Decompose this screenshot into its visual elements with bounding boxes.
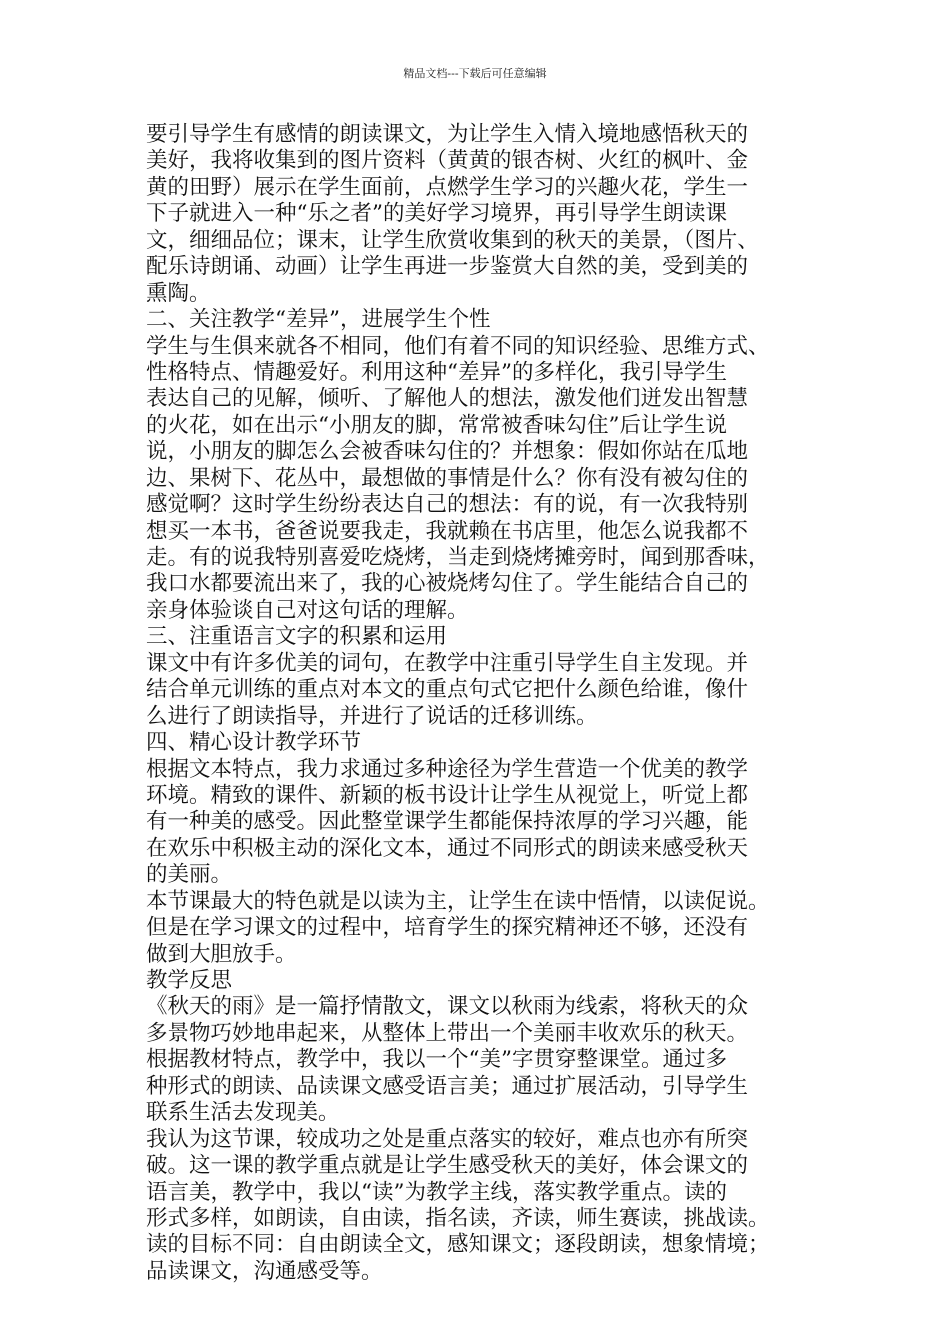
text-line: 文，细细品位；课末，让学生欣赏收集到的秋天的美景，（图片、 [146,227,759,253]
text-line: 在欢乐中积极主动的深化文本，通过不同形式的朗读来感受秋天 [146,835,749,861]
text-line: 课文中有许多优美的词句，在教学中注重引导学生自主发现。并 [146,650,749,676]
text-line: 配乐诗朗诵、动画）让学生再进一步鉴赏大自然的美，受到美的 [146,254,749,280]
text-line: 学生与生俱来就各不相同，他们有着不同的知识经验、思维方式、 [146,333,770,359]
text-line: 黄的田野）展示在学生面前，点燃学生学习的兴趣火花，学生一 [146,174,749,200]
text-line: 环境。精致的课件、新颖的板书设计让学生从视觉上，听觉上都 [146,782,749,808]
text-line: 么进行了朗读指导，并进行了说话的迁移训练。 [146,703,598,729]
text-line: 二、关注教学“差异”，进展学生个性 [146,307,491,333]
text-line: 但是在学习课文的过程中，培育学生的探究精神还不够，还没有 [146,915,749,941]
text-line: 我认为这节课，较成功之处是重点落实的较好，难点也亦有所突 [146,1126,749,1152]
page-header: 精品文档---下载后可任意编辑 [403,67,547,80]
text-line: 我口水都要流出来了，我的心被烧烤勾住了。学生能结合自己的 [146,571,749,597]
text-line: 说，小朋友的脚怎么会被香味勾住的？并想象：假如你站在瓜地 [146,439,749,465]
text-line: 想买一本书，爸爸说要我走，我就赖在书店里，他怎么说我都不 [146,518,749,544]
document-body [146,122,812,1285]
text-line: 教学反思 [146,968,233,993]
text-line: 多景物巧妙地串起来，从整体上带出一个美丽丰收欢乐的秋天。 [146,1020,749,1046]
text-line: 感觉啊？这时学生纷纷表达自己的想法：有的说，有一次我特别 [146,492,749,518]
text-line: 的火花，如在出示“小朋友的脚，常常被香味勾住”后让学生说 [146,412,727,438]
text-line: 根据文本特点，我力求通过多种途径为学生营造一个优美的教学 [146,756,749,782]
text-line: 熏陶。 [146,280,211,306]
text-line: 语言美，教学中，我以“读”为教学主线，落实教学重点。读的 [146,1179,727,1205]
text-line: 破。这一课的教学重点就是让学生感受秋天的美好，体会课文的 [146,1153,749,1179]
text-line: 有一种美的感受。因此整堂课学生都能保持浓厚的学习兴趣，能 [146,809,749,835]
text-line: 的美丽。 [146,862,233,888]
text-line: 种形式的朗读、品读课文感受语言美；通过扩展活动，引导学生 [146,1073,749,1099]
text-line: 结合单元训练的重点对本文的重点句式它把什么颜色给谁，像什 [146,677,749,703]
text-line: 三、注重语言文字的积累和运用 [146,624,448,650]
text-line: 亲身体验谈自己对这句话的理解。 [146,597,469,623]
text-line: 下子就进入一种“乐之者”的美好学习境界，再引导学生朗读课 [146,201,727,227]
text-line: 《秋天的雨》是一篇抒情散文，课文以秋雨为线索，将秋天的众 [146,994,749,1020]
text-line: 边、果树下、花丛中，最想做的事情是什么？你有没有被勾住的 [146,465,749,491]
text-line: 美好，我将收集到的图片资料（黄黄的银杏树、火红的枫叶、金 [146,148,749,174]
text-line: 四、精心设计教学环节 [146,730,362,756]
text-line: 表达自己的见解，倾听、了解他人的想法，激发他们迸发出智慧 [146,386,749,412]
text-line: 品读课文，沟通感受等。 [146,1258,383,1284]
text-line: 走。有的说我特别喜爱吃烧烤，当走到烧烤摊旁时，闻到那香味， [146,545,770,570]
text-line: 要引导学生有感情的朗读课文，为让学生入情入境地感悟秋天的 [146,122,749,147]
text-line: 联系生活去发现美。 [146,1100,340,1126]
text-line: 做到大胆放手。 [146,941,297,967]
text-line: 性格特点、情趣爱好。利用这种“差异”的多样化，我引导学生 [146,359,727,385]
text-line: 本节课最大的特色就是以读为主，让学生在读中悟情，以读促说。 [146,888,770,914]
text-line: 根据教材特点，教学中，我以一个“美”字贯穿整课堂。通过多 [146,1047,727,1073]
text-line: 形式多样，如朗读，自由读，指名读，齐读，师生赛读，挑战读。 [146,1205,770,1231]
text-line: 读的目标不同：自由朗读全文，感知课文；逐段朗读，想象情境； [146,1232,770,1258]
